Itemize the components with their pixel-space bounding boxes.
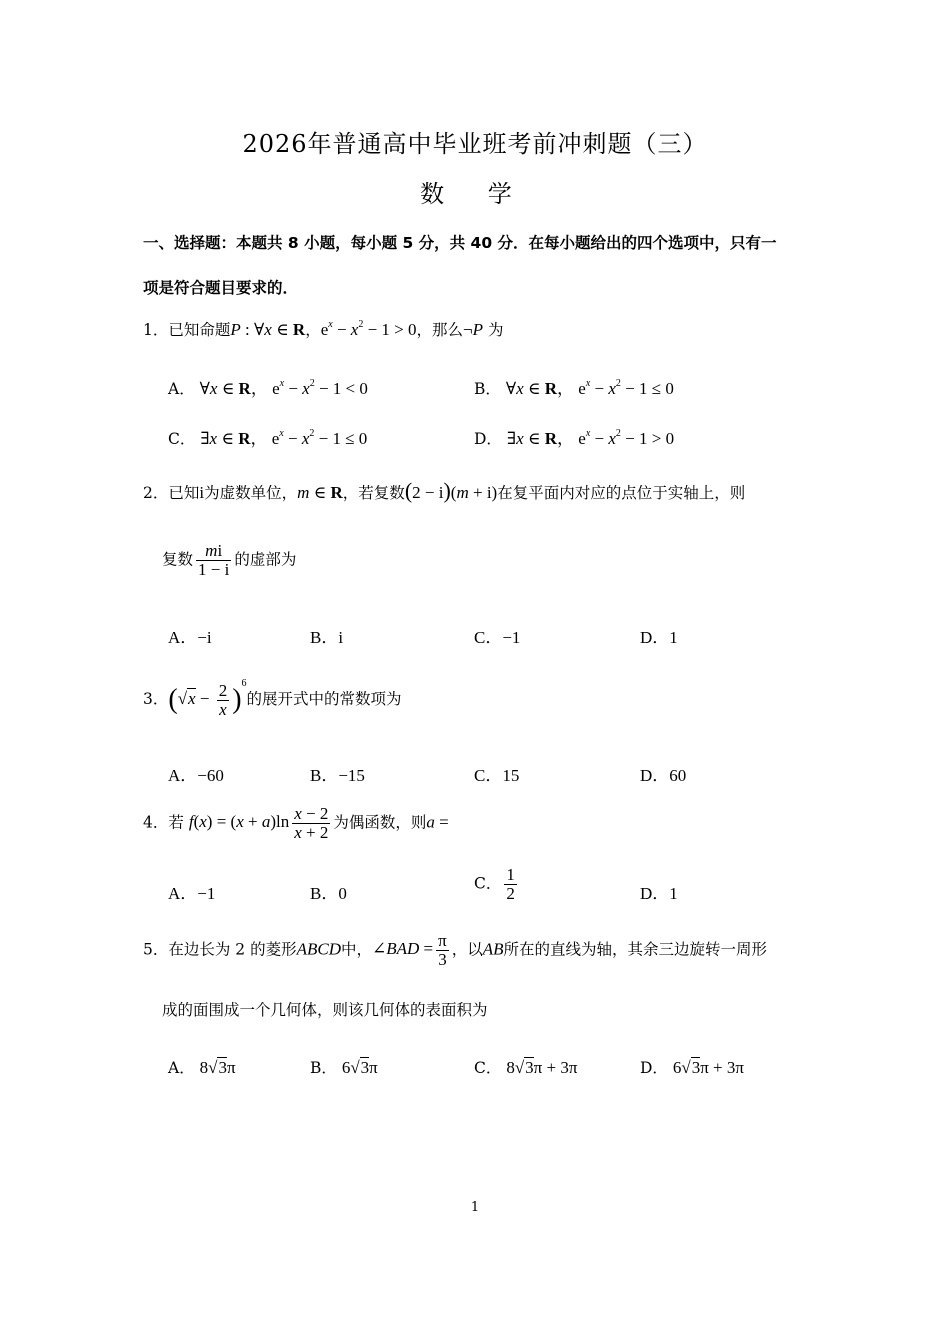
math-formula: ¬P [463, 320, 484, 339]
math-formula: ∃x ∈ R， $e^x - x^2 - 1 > 0$ [506, 428, 675, 448]
question-3: 3．(√x − $\frac{2}{x}$ )$^6$的展开式中的常数项为 [143, 678, 402, 719]
math-formula: 8√3π + 3π [506, 1058, 578, 1077]
q1-option-a[interactable]: A． ∀x ∈ R， $e^x - x^2 - 1 < 0$ [168, 378, 368, 398]
q4-option-b[interactable]: B．0 [310, 884, 347, 903]
q1-option-c[interactable]: C． ∃x ∈ R， $e^x - x^2 - 1 \le 0$ [168, 428, 368, 448]
exam-title: 2026年普通高中毕业班考前冲刺题（三） [242, 130, 708, 158]
math-formula: ∃x ∈ R， $e^x - x^2 - 1 \le 0$ [200, 428, 368, 448]
q4-option-c[interactable]: C． $\frac{1}{2}$ [474, 865, 515, 903]
q3-option-c[interactable]: C．15 [474, 766, 520, 785]
question-2: 2．已知i为虚数单位，m ∈ R，若复数(2 − i)(m + i)在复平面内对应的点位于实轴上，则 [143, 478, 746, 503]
q5-option-a[interactable]: A． 8√3π [168, 1058, 236, 1077]
section-heading-line2: 项是符合题目要求的． [143, 279, 299, 297]
section-heading-line1: 一、选择题：本题共 8 小题，每小题 5 分，共 40 分．在每小题给出的四个选项中，只有一 [143, 234, 777, 252]
question-number: 5． [143, 940, 169, 959]
math-formula: $e^x - x^2 - 1 > 0$ [320, 319, 417, 339]
q3-option-a[interactable]: A．−60 [168, 766, 224, 785]
math-formula: P : ∀x ∈ R [230, 320, 306, 339]
q2-option-a[interactable]: A．−i [168, 628, 212, 647]
q4-option-a[interactable]: A．−1 [168, 884, 216, 903]
math-formula: 6√3π + 3π [672, 1058, 744, 1077]
question-number: 3． [143, 690, 169, 708]
math-formula: (√x − $\frac{2}{x}$ )$^6$ [168, 678, 247, 719]
math-formula: (2 − i)(m + i) [404, 478, 498, 503]
math-formula: m ∈ R [297, 483, 343, 502]
page-number: 1 [470, 1200, 480, 1215]
q1-option-d[interactable]: D． ∃x ∈ R， $e^x - x^2 - 1 > 0$ [474, 428, 675, 448]
math-formula: 8√3π [199, 1058, 236, 1077]
q5-option-d[interactable]: D． 6√3π + 3π [640, 1058, 744, 1077]
question-number: 4． [143, 813, 169, 832]
question-1: 1．已知命题P : ∀x ∈ R，$e^x - x^2 - 1 > 0$，那么¬P 为 [143, 319, 504, 339]
q2-option-b[interactable]: B．i [310, 628, 344, 647]
question-5-cont: 成的面围成一个几何体，则该几何体的表面积为 [162, 1001, 488, 1019]
question-number: 2． [143, 484, 169, 502]
question-5: 5．在边长为 2 的菱形ABCD中，∠BAD = $\frac{\pi}{3}$ ，以AB所在的直线为轴，其余三边旋转一周形 [143, 931, 768, 969]
subject-title: 数 学 [420, 180, 530, 208]
math-formula: f(x) = (x + a)ln $\frac{x - 2}{x + 2}$ [188, 804, 329, 842]
math-fraction: $\frac{1}{2}$ [506, 865, 515, 903]
q5-option-c[interactable]: C． 8√3π + 3π [474, 1058, 578, 1077]
math-formula: ∠BAD = $\frac{\pi}{3}$ [372, 931, 447, 969]
question-number: 1． [143, 321, 169, 339]
q4-option-d[interactable]: D．1 [640, 884, 678, 903]
math-formula: ∀x ∈ R， $e^x - x^2 - 1 \le 0$ [505, 378, 674, 398]
q3-option-b[interactable]: B．−15 [310, 766, 365, 785]
q3-option-d[interactable]: D．60 [640, 766, 687, 785]
q1-option-b[interactable]: B． ∀x ∈ R， $e^x - x^2 - 1 \le 0$ [474, 378, 674, 398]
question-4: 4．若 f(x) = (x + a)ln $\frac{x - 2}{x + 2}$ 为偶函数，则a = [143, 804, 449, 842]
question-2-cont: 复数 $\frac{mi}{1 - i}$ 的虚部为 [162, 541, 297, 579]
math-formula: 6√3π [341, 1058, 378, 1077]
q2-option-d[interactable]: D．1 [640, 628, 678, 647]
q2-option-c[interactable]: C．−1 [474, 628, 521, 647]
math-formula: ∀x ∈ R， $e^x - x^2 - 1 < 0$ [199, 378, 368, 398]
math-fraction: $\frac{mi}{1 - i}$ [198, 541, 230, 579]
q5-option-b[interactable]: B． 6√3π [310, 1058, 378, 1077]
